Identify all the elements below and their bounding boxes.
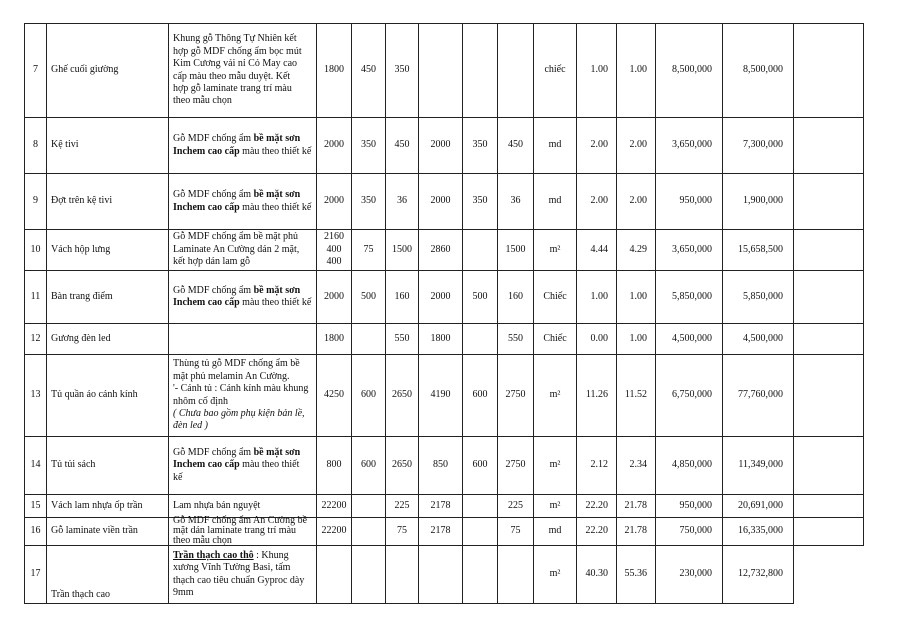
- dim-height: 225: [386, 495, 419, 518]
- note-cell: [794, 437, 864, 495]
- note-cell: [794, 546, 864, 604]
- line-total: 5,850,000: [723, 271, 794, 324]
- dim-length: 22200: [317, 495, 352, 518]
- actual-length: 2178: [419, 518, 463, 546]
- item-description: [169, 324, 317, 355]
- dim-depth: 350: [352, 174, 386, 230]
- actual-length: 4190: [419, 355, 463, 437]
- row-number: 11: [25, 271, 47, 324]
- row-number: 10: [25, 230, 47, 271]
- dim-length: 2160 400 400: [317, 230, 352, 271]
- item-description: Gỗ MDF chống ẩm bề mặt phủ Laminate An Cường dán 2 mặt, kết hợp dán lam gỗ: [169, 230, 317, 271]
- unit-price: 4,850,000: [656, 437, 723, 495]
- quantity-design: 1.00: [577, 271, 617, 324]
- item-description: Trần thạch cao thô : Khung xương Vĩnh Tường Basi, tấm thạch cao tiêu chuẩn Gyproc dày 9mm: [169, 546, 317, 604]
- quantity-design: 1.00: [577, 24, 617, 118]
- actual-depth: [463, 495, 498, 518]
- actual-length: 2178: [419, 495, 463, 518]
- dim-depth: [352, 546, 386, 604]
- actual-height: 450: [498, 118, 534, 174]
- dim-height: 75: [386, 518, 419, 546]
- unit-price: 3,650,000: [656, 118, 723, 174]
- item-name: Vách hộp lưng: [47, 230, 169, 271]
- unit-price: 950,000: [656, 174, 723, 230]
- dim-depth: 75: [352, 230, 386, 271]
- dim-depth: [352, 324, 386, 355]
- dim-height: 350: [386, 24, 419, 118]
- actual-depth: 600: [463, 355, 498, 437]
- quantity-actual: 2.00: [617, 118, 656, 174]
- note-cell: [794, 230, 864, 271]
- item-description: Gỗ MDF chống ẩm bề mặt sơn Inchem cao cấp màu theo thiết kế: [169, 437, 317, 495]
- actual-depth: [463, 230, 498, 271]
- item-name: Bàn trang điểm: [47, 271, 169, 324]
- note-cell: [794, 118, 864, 174]
- dim-height: 2650: [386, 437, 419, 495]
- table-row: [25, 495, 864, 518]
- line-total: 16,335,000: [723, 518, 794, 546]
- actual-height: 160: [498, 271, 534, 324]
- actual-height: 2750: [498, 437, 534, 495]
- actual-length: 2000: [419, 174, 463, 230]
- item-name: Gương đèn led: [47, 324, 169, 355]
- actual-length: 2000: [419, 271, 463, 324]
- unit-price: 3,650,000: [656, 230, 723, 271]
- line-total: 8,500,000: [723, 24, 794, 118]
- item-description: Thùng tủ gỗ MDF chống ẩm bề mặt phủ melamin An Cường. '- Cánh tủ : Cánh kính màu khung nhôm cố định ( Chưa bao gồm phụ kiện bản lề, đèn led ): [169, 355, 317, 437]
- dim-height: 36: [386, 174, 419, 230]
- quantity-design: 22.20: [577, 518, 617, 546]
- unit: chiếc: [534, 24, 577, 118]
- quantity-actual: 1.00: [617, 24, 656, 118]
- note-cell: [794, 324, 864, 355]
- dim-depth: 600: [352, 437, 386, 495]
- table-row: [25, 24, 864, 118]
- item-name: Trần thạch cao: [47, 546, 169, 604]
- unit-price: 6,750,000: [656, 355, 723, 437]
- table-row: [25, 174, 864, 230]
- dim-length: 1800: [317, 324, 352, 355]
- item-name: Tủ quần áo cánh kính: [47, 355, 169, 437]
- dim-length: [317, 546, 352, 604]
- row-number: 8: [25, 118, 47, 174]
- note-cell: [794, 174, 864, 230]
- quantity-design: 0.00: [577, 324, 617, 355]
- note-cell: [794, 355, 864, 437]
- dim-height: 450: [386, 118, 419, 174]
- note-cell: [794, 271, 864, 324]
- row-number: 16: [25, 518, 47, 546]
- unit: m²: [534, 437, 577, 495]
- row-number: 7: [25, 24, 47, 118]
- table-row: [25, 437, 864, 495]
- actual-depth: 500: [463, 271, 498, 324]
- item-description: Gỗ MDF chống ẩm bề mặt sơn Inchem cao cấp màu theo thiết kế: [169, 118, 317, 174]
- item-name: Ghế cuối giường: [47, 24, 169, 118]
- line-total: 20,691,000: [723, 495, 794, 518]
- item-description: Lam nhựa bán nguyệt: [169, 495, 317, 518]
- table-row: [25, 118, 864, 174]
- quantity-actual: 2.00: [617, 174, 656, 230]
- dim-length: 1800: [317, 24, 352, 118]
- line-total: 1,900,000: [723, 174, 794, 230]
- table-row: [25, 324, 864, 355]
- quantity-design: 2.00: [577, 118, 617, 174]
- note-cell: [794, 24, 864, 118]
- table-row: [25, 355, 864, 437]
- dim-length: 800: [317, 437, 352, 495]
- dim-depth: 500: [352, 271, 386, 324]
- item-name: Gỗ laminate viền trần: [47, 518, 169, 546]
- table-row: [25, 518, 864, 546]
- actual-height: 2750: [498, 355, 534, 437]
- unit: m²: [534, 230, 577, 271]
- item-description: Gỗ MDF chống ẩm bề mặt sơn Inchem cao cấp màu theo thiết kế: [169, 174, 317, 230]
- quantity-actual: 21.78: [617, 495, 656, 518]
- quantity-design: 22.20: [577, 495, 617, 518]
- note-cell: [794, 495, 864, 518]
- line-total: 15,658,500: [723, 230, 794, 271]
- quantity-actual: 21.78: [617, 518, 656, 546]
- quantity-design: 2.00: [577, 174, 617, 230]
- dim-height: 2650: [386, 355, 419, 437]
- quantity-actual: 1.00: [617, 324, 656, 355]
- quantity-design: 11.26: [577, 355, 617, 437]
- item-description: Gỗ MDF chống ẩm bề mặt sơn Inchem cao cấp màu theo thiết kế: [169, 271, 317, 324]
- actual-depth: [463, 24, 498, 118]
- unit: Chiếc: [534, 324, 577, 355]
- dim-height: [386, 546, 419, 604]
- actual-length: 850: [419, 437, 463, 495]
- actual-height: [498, 546, 534, 604]
- actual-height: 550: [498, 324, 534, 355]
- quantity-actual: 1.00: [617, 271, 656, 324]
- unit: m²: [534, 495, 577, 518]
- line-total: 11,349,000: [723, 437, 794, 495]
- dim-height: 160: [386, 271, 419, 324]
- dim-depth: [352, 495, 386, 518]
- unit-price: 230,000: [656, 546, 723, 604]
- line-total: 77,760,000: [723, 355, 794, 437]
- item-name: Kệ tivi: [47, 118, 169, 174]
- dim-length: 2000: [317, 174, 352, 230]
- actual-height: 225: [498, 495, 534, 518]
- table-row: [25, 230, 864, 271]
- quantity-design: 2.12: [577, 437, 617, 495]
- actual-height: [498, 24, 534, 118]
- dim-length: 4250: [317, 355, 352, 437]
- line-total: 7,300,000: [723, 118, 794, 174]
- dim-height: 550: [386, 324, 419, 355]
- row-number: 15: [25, 495, 47, 518]
- unit-price: 750,000: [656, 518, 723, 546]
- dim-depth: 450: [352, 24, 386, 118]
- unit: md: [534, 518, 577, 546]
- unit-price: 950,000: [656, 495, 723, 518]
- unit-price: 4,500,000: [656, 324, 723, 355]
- actual-depth: [463, 546, 498, 604]
- item-description: Gỗ MDF chống ẩm An Cường bề mặt dán laminate trang trí màu theo mẫu chọn: [169, 518, 317, 546]
- quantity-actual: 11.52: [617, 355, 656, 437]
- dim-length: 2000: [317, 271, 352, 324]
- item-name: Tủ tủi sách: [47, 437, 169, 495]
- actual-depth: [463, 518, 498, 546]
- unit-price: 8,500,000: [656, 24, 723, 118]
- actual-length: 1800: [419, 324, 463, 355]
- actual-length: 2860: [419, 230, 463, 271]
- row-number: 9: [25, 174, 47, 230]
- actual-depth: 350: [463, 174, 498, 230]
- actual-depth: 350: [463, 118, 498, 174]
- actual-height: 1500: [498, 230, 534, 271]
- actual-length: [419, 546, 463, 604]
- note-cell: [794, 518, 864, 546]
- row-number: 12: [25, 324, 47, 355]
- item-name: Vách lam nhựa ốp trần: [47, 495, 169, 518]
- actual-length: [419, 24, 463, 118]
- table-row: [25, 271, 864, 324]
- quantity-design: 4.44: [577, 230, 617, 271]
- dim-height: 1500: [386, 230, 419, 271]
- quotation-table: [24, 23, 864, 604]
- actual-height: 75: [498, 518, 534, 546]
- row-number: 14: [25, 437, 47, 495]
- dim-length: 2000: [317, 118, 352, 174]
- item-description: Khung gỗ Thông Tự Nhiên kết hợp gỗ MDF chống ẩm bọc mút Kim Cương vải nỉ Cỏ May cao cấp màu theo mẫu duyệt. Kết hợp gỗ laminate trang trí màu theo mẫu chọn: [169, 24, 317, 118]
- quantity-design: 40.30: [577, 546, 617, 604]
- dim-depth: [352, 518, 386, 546]
- actual-length: 2000: [419, 118, 463, 174]
- quantity-actual: 2.34: [617, 437, 656, 495]
- quantity-actual: 4.29: [617, 230, 656, 271]
- line-total: 4,500,000: [723, 324, 794, 355]
- quantity-actual: 55.36: [617, 546, 656, 604]
- unit: md: [534, 174, 577, 230]
- unit: Chiếc: [534, 271, 577, 324]
- unit: md: [534, 118, 577, 174]
- row-number: 13: [25, 355, 47, 437]
- item-name: Đợt trên kệ tivi: [47, 174, 169, 230]
- dim-length: 22200: [317, 518, 352, 546]
- unit: m²: [534, 355, 577, 437]
- dim-depth: 350: [352, 118, 386, 174]
- row-number: 17: [25, 546, 47, 604]
- actual-depth: [463, 324, 498, 355]
- table-row: [25, 546, 864, 604]
- unit-price: 5,850,000: [656, 271, 723, 324]
- actual-depth: 600: [463, 437, 498, 495]
- dim-depth: 600: [352, 355, 386, 437]
- actual-height: 36: [498, 174, 534, 230]
- line-total: 12,732,800: [723, 546, 794, 604]
- unit: m²: [534, 546, 577, 604]
